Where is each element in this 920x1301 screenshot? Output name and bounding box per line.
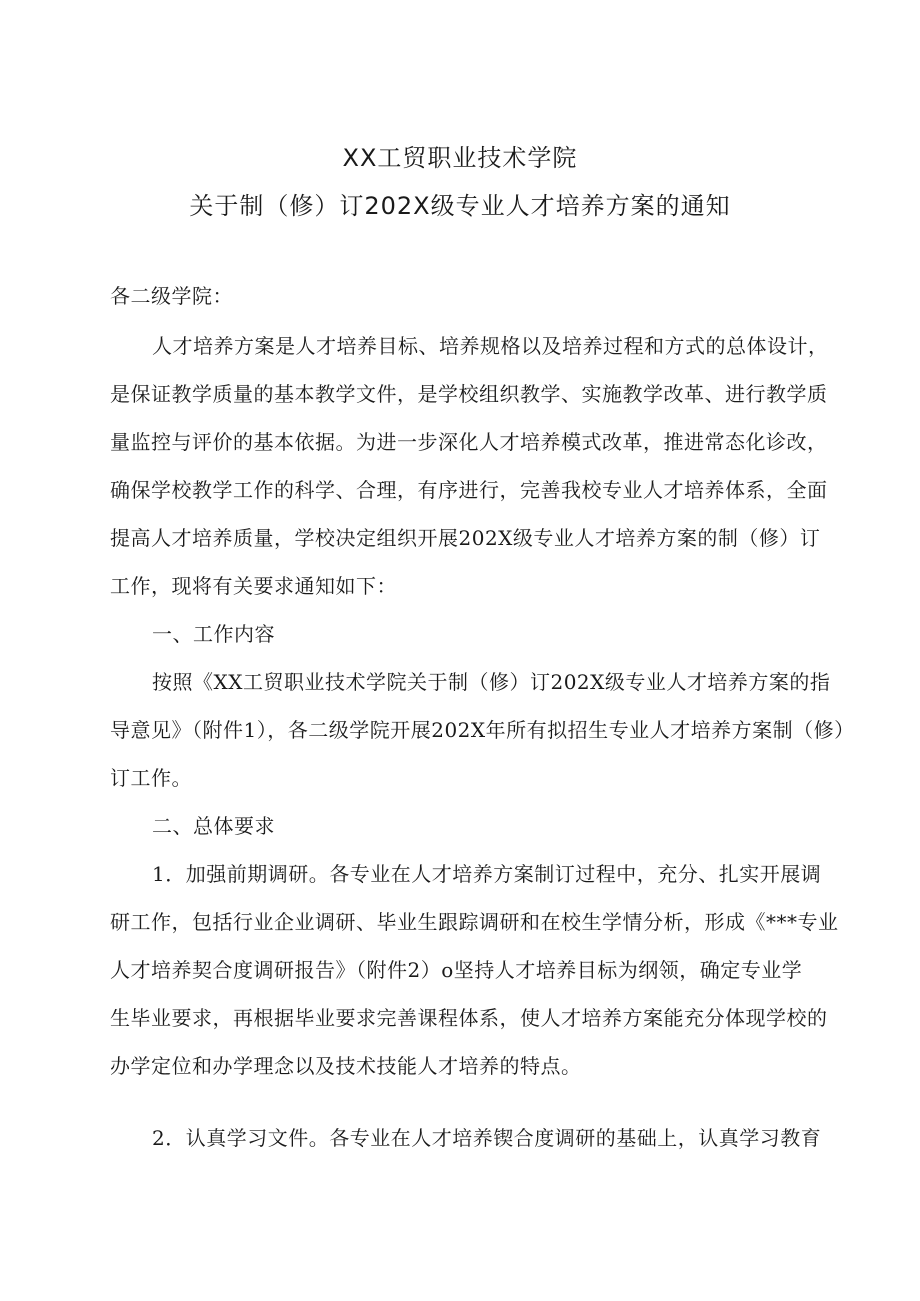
body-line: 提高人才培养质量，学校决定组织开展202X级专业人才培养方案的制（修）订 <box>110 526 821 550</box>
body-line: 生毕业要求，再根据毕业要求完善课程体系，使人才培养方案能充分体现学校的 <box>110 1006 828 1030</box>
body-line: 工作，现将有关要求通知如下： <box>110 574 397 598</box>
document-title-notice: 关于制（修）订202X级专业人才培养方案的通知 <box>189 192 731 220</box>
body-line: 是保证教学质量的基本教学文件，是学校组织教学、实施教学改革、进行教学质 <box>110 382 828 406</box>
body-line: 按照《XX工贸职业技术学院关于制（修）订202X级专业人才培养方案的指 <box>152 670 831 694</box>
body-line: 人才培养契合度调研报告》（附件2）o坚持人才培养目标为纲领，确定专业学 <box>110 958 803 982</box>
body-line: 确保学校教学工作的科学、合理，有序进行，完善我校专业人才培养体系，全面 <box>110 478 828 502</box>
section-heading-work-content: 一、工作内容 <box>152 622 275 646</box>
document-title-institution: XX工贸职业技术学院 <box>342 144 578 172</box>
body-line: 办学定位和办学理念以及技术技能人才培养的特点。 <box>110 1054 582 1078</box>
salutation: 各二级学院： <box>110 284 233 308</box>
body-line: 导意见》（附件1），各二级学院开展202X年所有拟招生专业人才培养方案制（修） <box>110 718 855 742</box>
body-line: 量监控与评价的基本依据。为进一步深化人才培养模式改革，推进常态化诊改， <box>110 430 828 454</box>
body-line: 1．加强前期调研。各专业在人才培养方案制订过程中，充分、扎实开展调 <box>152 862 822 886</box>
section-heading-general-requirements: 二、总体要求 <box>152 814 275 838</box>
body-line: 2．认真学习文件。各专业在人才培养锲合度调研的基础上，认真学习教育 <box>152 1126 822 1150</box>
body-line: 研工作，包括行业企业调研、毕业生跟踪调研和在校生学情分析，形成《***专业 <box>110 910 839 934</box>
body-line: 人才培养方案是人才培养目标、培养规格以及培养过程和方式的总体设计， <box>152 334 829 358</box>
body-line: 订工作。 <box>110 766 192 790</box>
